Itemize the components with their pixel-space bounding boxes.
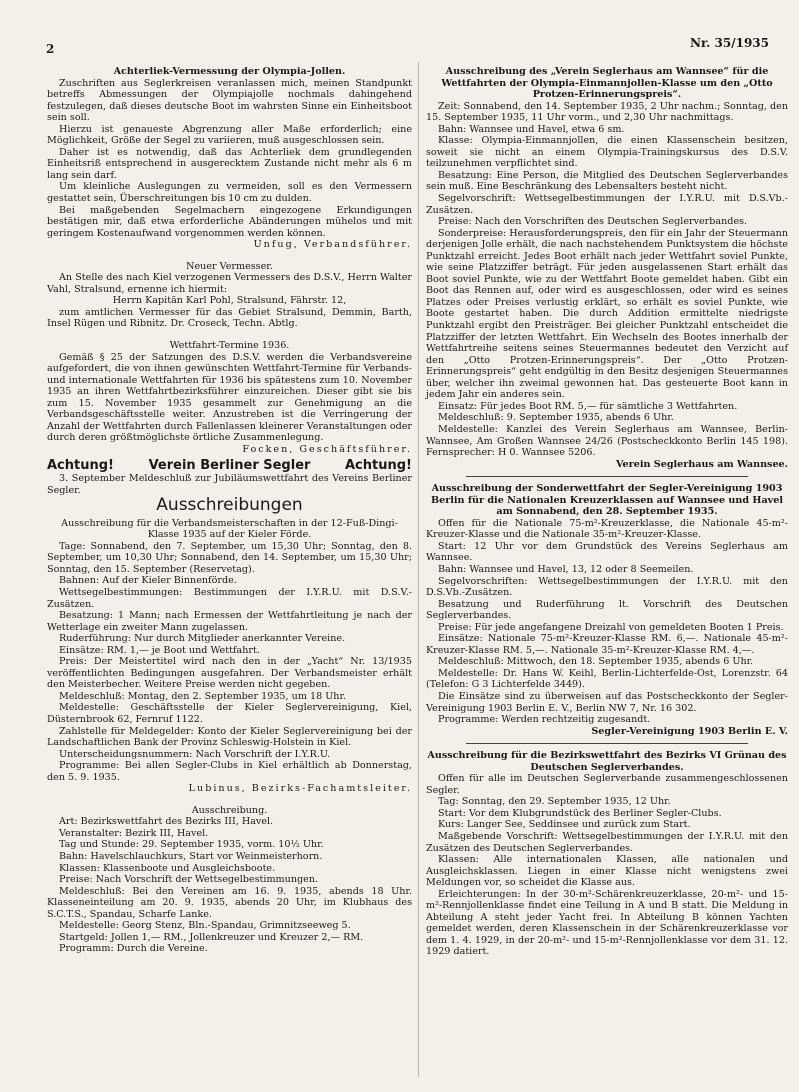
- signature: Unfug, Verbandsführer.: [253, 239, 412, 251]
- paragraph: 3. September Meldeschluß zur Jubiläumswettfahrt des Vereins Berliner Segler.: [47, 473, 412, 496]
- achtung-right: Achtung!: [345, 457, 412, 473]
- paragraph: Offen für die Nationale 75-m²-Kreuzerklasse, die Nationale 45-m²-Kreuzer-Klasse und die Nationale 35-m²-Kreuzer-Klasse.: [426, 517, 788, 541]
- paragraph: Meldestelle: Geschäftsstelle der Kieler Seglervereinigung, Kiel, Düsternbrook 62, Fernruf 1122.: [47, 702, 412, 725]
- paragraph: Kurs: Langer See, Seddinsee und zurück zum Start.: [438, 819, 691, 831]
- paragraph: Klassen: Klassenboote und Ausgleichsboote.: [59, 862, 276, 874]
- paragraph: Einsatz: Für jedes Boot RM. 5,— für sämtliche 3 Wettfahrten.: [438, 400, 738, 412]
- paragraph: Besatzung: Eine Person, die Mitglied des Deutschen Seglerverbandes sein muß. Eine Beschränkung des Lebensalters besteht nicht.: [426, 169, 788, 193]
- paragraph: Wettsegelbestimmungen: Bestimmungen der I.Y.R.U. mit D.S.V.-Zusätzen.: [47, 586, 412, 610]
- paragraph: Hierzu ist genaueste Abgrenzung aller Maße erforderlich; eine Möglichkeit, Größe der Segel zu variieren, muß ausgeschlossen sein.: [47, 123, 412, 147]
- signature: Focken, Geschäftsführer.: [242, 443, 412, 455]
- paragraph: Zeit: Sonnabend, den 14. September 1935, 2 Uhr nachm.; Sonntag, den 15. September 1935, 11 Uhr vorm., und 2,30 Uhr nachmittags.: [426, 100, 789, 124]
- paragraph: zum amtlichen Vermesser für das Gebiet Stralsund, Demmin, Barth, Insel Rügen und Ribnitz. Dr. Croseck, Techn. Abtlg.: [47, 306, 412, 330]
- page-number: 2: [46, 42, 55, 56]
- paragraph: Preise: Nach Vorschrift der Wettsegelbestimmungen.: [59, 874, 319, 886]
- paragraph: Gemäß § 25 der Satzungen des D.S.V. werden die Verbandsvereine aufgefordert, die von ihnen gewünschten Wettfahrt-Termine für Verbands- und internationale Wettfahrten für 1936 bis spätestens zum 10. November 1935 an ihren Wettfahrtbezirksführer einzureichen. Dieser gibt sie bis zum 15. November 1935 gesammelt zur Genehmigung an die Verbandsgeschäftsstelle weiter. Anzustreben ist die Verringerung der Anzahl der Wettfahrten durch Fallenlassen kleinerer Veranstaltungen oder durch deren größtmöglichste örtliche Zusammenlegung.: [47, 351, 412, 444]
- paragraph: Tage: Sonnabend, den 7. September, um 15,30 Uhr; Sonntag, den 8. September, um 10,30 Uhr; Sonnabend, den 14. September, um 15,30 Uhr; Sonntag, den 15. September (Reservetag).: [47, 540, 412, 575]
- paragraph: Tag und Stunde: 29. September 1935, vorm. 10½ Uhr.: [59, 839, 324, 851]
- paragraph: Meldeschluß: Montag, den 2. September 1935, um 18 Uhr.: [59, 690, 347, 702]
- achtung-banner: [47, 457, 412, 473]
- column-divider: [418, 62, 419, 1077]
- paragraph: Einsätze: RM. 1,— je Boot und Wettfahrt.: [59, 644, 260, 656]
- article-title: Ausschreibung des „Verein Seglerhaus am Wannsee“ für die Wettfahrten der Olympia-Einmannjollen-Klasse um den „Otto Protzen-Erinnerungspreis“.: [441, 66, 773, 101]
- paragraph: Bahnen: Auf der Kieler Binnenförde.: [59, 575, 237, 587]
- paragraph: Offen für alle im Deutschen Seglerverbande zusammengeschlossenen Segler.: [426, 773, 788, 796]
- paragraph: Bahn: Havelschlauchkurs, Start vor Weinmeisterhorn.: [59, 851, 323, 862]
- article-title: Ausschreibung für die Verbandsmeisterschaften in der 12-Fuß-Dingi-Klasse 1935 auf der Kieler Förde.: [61, 517, 398, 541]
- paragraph: Bahn: Wannsee und Havel, 13, 12 oder 8 Seemeilen.: [438, 563, 694, 575]
- article-title: Wettfahrt-Termine 1936.: [169, 340, 290, 352]
- paragraph: Klassen: Alle internationalen Klassen, alle nationalen und Ausgleichsklassen. Liegen in einer Klasse nicht wenigstens zwei Meldungen vor, so scheidet die Klasse aus.: [426, 854, 788, 889]
- achtung-club: Verein Berliner Segler: [148, 457, 311, 473]
- issue-number: Nr. 35/1935: [689, 36, 769, 50]
- article-title: Ausschreibung für die Bezirkswettfahrt des Bezirks VI Grünau des Deutschen Seglerverbandes.: [427, 750, 787, 773]
- paragraph: Zahlstelle für Meldegelder: Konto der Kieler Seglervereinigung bei der Landschaftlichen Bank der Provinz Schleswig-Holstein in Kiel.: [47, 725, 412, 749]
- signature: Segler-Vereinigung 1903 Berlin E. V.: [591, 725, 788, 737]
- paragraph: Start: 12 Uhr vor dem Grundstück des Vereins Seglerhaus am Wannsee.: [426, 540, 788, 564]
- paragraph: Meldestelle: Kanzlei des Verein Seglerhaus am Wannsee, Berlin-Wannsee, Am Großen Wannsee 24/26 (Postscheckkonto Berlin 145 198). Fernsprecher: H 0. Wannsee 5206.: [426, 423, 788, 459]
- paragraph: Preise: Für jede angefangene Dreizahl von gemeldeten Booten 1 Preis.: [438, 621, 784, 633]
- paragraph: Klasse: Olympia-Einmannjollen, die einen Klassenschein besitzen, soweit sie nicht an einem Olympia-Trainingskursus des D.S.V. teilzunehmen verpflichtet sind.: [426, 135, 788, 170]
- paragraph: Programme: Werden rechtzeitig zugesandt.: [438, 714, 651, 726]
- paragraph: Start: Vor dem Klubgrundstück des Berliner Segler-Clubs.: [438, 807, 722, 819]
- paragraph: Daher ist es notwendig, daß das Achterliek dem grundlegenden Einheitsriß entsprechend in ausgerecktem Zustande nicht mehr als 6 m lang sein darf.: [47, 146, 412, 181]
- left-column: [47, 66, 412, 955]
- section-divider: [466, 476, 748, 477]
- paragraph: Art: Bezirkswettfahrt des Bezirks III, Havel.: [59, 816, 274, 828]
- paragraph: Maßgebende Vorschrift: Wettsegelbestimmungen der I.Y.R.U. mit den Zusätzen des Deutschen Seglerverbandes.: [426, 831, 788, 854]
- section-divider: [466, 743, 748, 744]
- right-column: [426, 66, 788, 958]
- appointee-name: Herrn Kapitän Karl Pohl, Stralsund, Fährstr. 12,: [112, 295, 347, 307]
- paragraph: Meldeschluß: Mittwoch, den 18. September 1935, abends 6 Uhr.: [438, 656, 754, 668]
- paragraph: Startgeld: Jollen 1,— RM., Jollenkreuzer und Kreuzer 2,— RM.: [59, 931, 364, 943]
- paragraph: Sonderpreise: Herausforderungspreis, den für ein Jahr der Steuermann derjenigen Jolle erhält, die nach nachstehendem Punktsystem die höchste Punktzahl erreicht. Jedes Boot erhält nach jeder Wettfahrt soviel Punkte, wie seine Platzziffer beträgt. Für jeden ausgelassenen Start erhält das Boot soviel Punkte, wie zu der Wettfahrt Boote gemeldet haben. Gibt ein Boot das Rennen auf, oder wird es ausgeschlossen, oder wird es seines Platzes oder Preises verlustig erklärt, so erhält es soviel Punkte, wie Boote gestartet haben. Die durch Addition ermittelte niedrigste Punktzahl ergibt den Preisträger. Bei gleicher Punktzahl entscheidet die Platzziffer der letzten Wettfahrt. Ein Wechseln des Bootes innerhalb der Wettfahrtreihe seitens seines Steuermannes bedeutet den Verzicht auf den „Otto Protzen-Erinnerungspreis“. Der „Otto Protzen-Erinnerungspreis“ geht endgültig in den Besitz desjenigen Steuermannes über, welcher ihn zweimal gewonnen hat. Das gesteuerte Boot kann in jedem Jahr ein anderes sein.: [426, 227, 788, 401]
- paragraph: Veranstalter: Bezirk III, Havel.: [59, 827, 209, 839]
- paragraph: Einsätze: Nationale 75-m²-Kreuzer-Klasse RM. 6,—. Nationale 45-m²-Kreuzer-Klasse RM. 5,—. Nationale 35-m²-Kreuzer-Klasse RM. 4,—.: [426, 633, 788, 656]
- paragraph: Programme: Bei allen Segler-Clubs in Kiel erhältlich ab Donnerstag, den 5. 9. 1935.: [47, 760, 412, 783]
- paragraph: Meldestelle: Georg Stenz, Bln.-Spandau, Grimnitzseeweg 5.: [59, 920, 351, 932]
- section-heading: Ausschreibungen: [156, 495, 303, 516]
- paragraph: Zuschriften aus Seglerkreisen veranlassen mich, meinen Standpunkt betreffs Abmessungen der Olympiajolle nochmals dahingehend festzulegen, daß dieses deutsche Boot im wahrsten Sinne ein Einheitsboot sein soll.: [47, 77, 412, 124]
- achtung-left: Achtung!: [47, 457, 114, 473]
- signature: Lubinus, Bezirks-Fachamtsleiter.: [188, 783, 412, 795]
- paragraph: Die Einsätze sind zu überweisen auf das Postscheckkonto der Segler-Vereinigung 1903 Berlin E. V., Berlin NW 7, Nr. 16 302.: [426, 690, 788, 714]
- paragraph: Bahn: Wannsee und Havel, etwa 6 sm.: [438, 123, 625, 135]
- paragraph: Bei maßgebenden Segelmachern eingezogene Erkundigungen bestätigen mir, daß etwa erforderliche Abänderungen mühelos und mit geringem Kostenaufwand vorgenommen werden können.: [47, 204, 412, 239]
- paragraph: Besatzung: 1 Mann; nach Ermessen der Wettfahrtleitung je nach der Wetterlage ein zweiter Mann zugelassen.: [47, 610, 412, 633]
- paragraph: Tag: Sonntag, den 29. September 1935, 12 Uhr.: [438, 796, 671, 808]
- paragraph: Meldeschluß: 9. September 1935, abends 6 Uhr.: [438, 412, 674, 424]
- article-title: Neuer Vermesser.: [186, 260, 273, 272]
- article-title: Ausschreibung.: [191, 804, 268, 816]
- paragraph: Programm: Durch die Vereine.: [59, 943, 208, 955]
- paragraph: Preis: Der Meistertitel wird nach den in der „Yacht“ Nr. 13/1935 veröffentlichten Bedingungen ausgefahren. Der Verbandsmeister erhält den Meisterbecher. Weitere Preise werden nicht gegeben.: [47, 656, 412, 691]
- paragraph: An Stelle des nach Kiel verzogenen Vermessers des D.S.V., Herrn Walter Vahl, Stralsund, ernenne ich hiermit:: [47, 272, 412, 295]
- paragraph: Um kleinliche Auslegungen zu vermeiden, soll es den Vermessern gestattet sein, Überschreitungen bis 10 cm zu dulden.: [47, 181, 412, 205]
- paragraph: Ruderführung: Nur durch Mitglieder anerkannter Vereine.: [59, 633, 346, 645]
- paragraph: Erleichterungen: In der 30-m²-Schärenkreuzerklasse, 20-m²- und 15-m²-Rennjollenklasse findet eine Teilung in A und B statt. Die Meldung in Abteilung A steht jeder Yacht frei. In Abteilung B können Yachten gemeldet werden, deren Klassenschein in der Schärenkreuzerklasse vor dem 1. 4. 1929, in der 20-m²- und 15-m²-Rennjollenklasse vor dem 31. 12. 1929 datiert.: [426, 888, 788, 958]
- paragraph: Segelvorschrift: Wettsegelbestimmungen der I.Y.R.U. mit D.S.Vb.-Zusätzen.: [426, 193, 788, 216]
- paragraph: Besatzung und Ruderführung lt. Vorschrift des Deutschen Seglerverbandes.: [426, 598, 788, 622]
- paragraph: Segelvorschriften: Wettsegelbestimmungen der I.Y.R.U. mit den D.S.Vb.-Zusätzen.: [426, 575, 788, 599]
- paragraph: Unterscheidungsnummern: Nach Vorschrift der I.Y.R.U.: [59, 748, 331, 760]
- article-title: Achterliek-Vermessung der Olympia-Jollen.: [113, 66, 346, 77]
- paragraph: Preise: Nach den Vorschriften des Deutschen Seglerverbandes.: [438, 216, 748, 228]
- paragraph: Meldeschluß: Bei den Vereinen am 16. 9. 1935, abends 18 Uhr. Klasseneinteilung am 20. 9. 1935, abends 20 Uhr, im Klubhaus des S.C.T.S., Spandau, Scharfe Lanke.: [47, 885, 412, 920]
- article-title: Ausschreibung der Sonderwettfahrt der Segler-Vereinigung 1903 Berlin für die Nationalen Kreuzerklassen auf Wannsee und Havel am Sonnabend, den 28. September 1935.: [430, 483, 783, 518]
- signature: Verein Seglerhaus am Wannsee.: [616, 458, 788, 470]
- paragraph: Meldestelle: Dr. Hans W. Keihl, Berlin-Lichterfelde-Ost, Lorenzstr. 64 (Telefon: G 3 Lichterfelde 3449).: [426, 667, 788, 691]
